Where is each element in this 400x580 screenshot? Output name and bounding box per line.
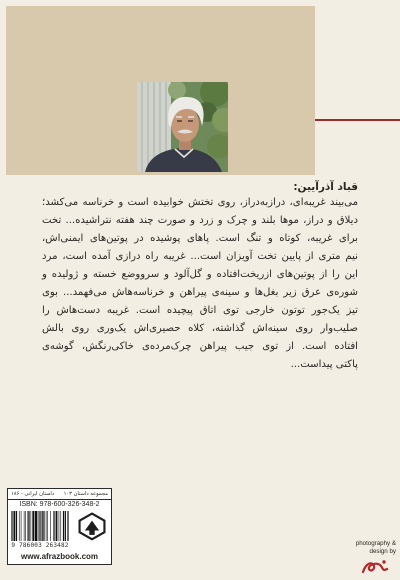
series-row	[8, 489, 111, 500]
excerpt-line-text: شوره‌ی عرق زیر بغل‌ها و سینه‌ی پیراهن و خرناسه‌هاش می‌فهمد... بوی	[42, 287, 358, 298]
excerpt-line	[42, 194, 358, 212]
excerpt-line	[42, 284, 358, 302]
excerpt-line	[42, 212, 358, 230]
excerpt-line-text: پاکتی پیداست...	[290, 359, 358, 370]
barcode-digits: 9 786003 263482	[11, 542, 69, 549]
excerpt-line-text: افتاده است. از توی جیب پیراهن چرک‌مرده‌ی خاکی‌رنگش، گوشه‌ی	[42, 341, 358, 352]
excerpt-line-text: صلیب‌وار روی سینه‌اش گذاشته، کلاه حصیری‌اش یک‌وری روی بالش	[42, 323, 358, 334]
excerpt-line-text: تیز یک‌جور توتون خارجی توی اتاق پیچیده است. غریبه دست‌هاش را	[42, 305, 358, 316]
barcode-box	[7, 488, 112, 565]
credits-line-2: design by	[369, 547, 396, 555]
excerpt-line	[42, 320, 358, 338]
isbn-label: ISBN: 978-600-326-348-2	[19, 501, 100, 508]
excerpt-line-text: برای غریبه، کوتاه و تنگ است. پاهای پوشیده در پوتین‌های ایمنی‌اش،	[42, 233, 358, 244]
publisher-logo-column	[72, 510, 111, 551]
credits-line-1: photography &	[355, 540, 396, 547]
series-label-right: مجموعه داستان ۱۰۳	[63, 491, 108, 497]
excerpt-line	[42, 266, 358, 284]
barcode-bars	[11, 511, 69, 541]
barcode	[11, 511, 69, 541]
accent-line	[315, 119, 400, 121]
excerpt-line-text: نیم متری از پایین تخت آویزان است... غریبه راه درازی آمده است، مرد	[42, 251, 358, 262]
series-label-left: داستان ایرانی - ۱۸۶	[11, 491, 55, 497]
excerpt-line-text: دیلاق و دراز، موها بلند و چرک و زرد و صورت چند هفته نتراشیده... تخت	[42, 215, 358, 226]
publisher-logo-icon	[76, 511, 108, 541]
excerpt-line	[42, 248, 358, 266]
excerpt-line	[42, 302, 358, 320]
author-heading: قباد آذرآیین:	[293, 181, 358, 193]
barcode-area	[8, 510, 111, 551]
excerpt-line	[42, 230, 358, 248]
back-cover-excerpt	[42, 180, 358, 374]
designer-signature-icon	[360, 557, 390, 577]
publisher-website: www.afrazbook.com	[20, 552, 99, 561]
excerpt-line-text: این را از پوتین‌های ازریخت‌افتاده و گل‌آلود و سرووضع خسته و ژولیده و	[42, 269, 358, 280]
excerpt-line	[42, 338, 358, 356]
excerpt-line-text: می‌بیند غریبه‌ای، درازبه‌دراز، روی تختش خوابیده است و خرناسه می‌کشد؛	[42, 197, 358, 208]
design-credits	[346, 540, 396, 555]
barcode-column	[8, 510, 72, 551]
author-portrait-photo	[137, 82, 228, 172]
excerpt-line	[42, 356, 358, 374]
